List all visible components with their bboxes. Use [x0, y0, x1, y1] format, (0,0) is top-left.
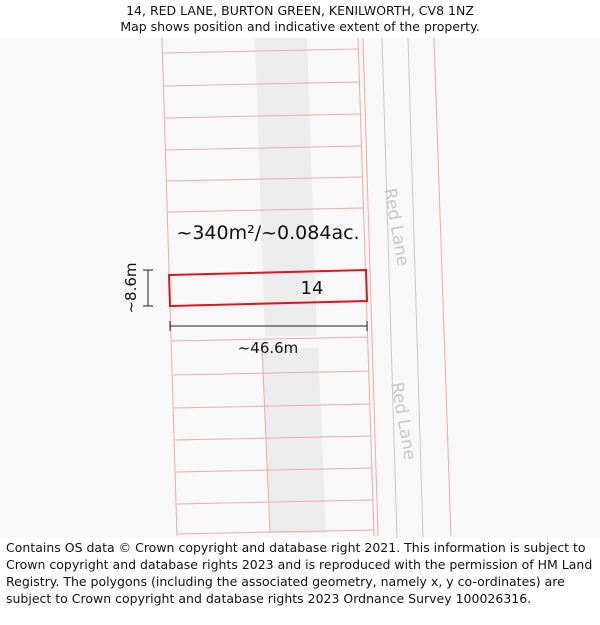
map-view[interactable]: [0, 38, 600, 538]
copyright-notice: Contains OS data © Crown copyright and database right 2021. This information is subject to Crown copyright and database rights 2023 and is reproduced with the permission of HM Land Registry. The polygons (including the associated geometry, namely x, y co-ordinates) are subject to Crown copyright and database rights 2023 Ordnance Survey 100026316.: [6, 540, 593, 606]
area-label: ~340m²/~0.084ac.: [176, 222, 360, 244]
address-title: 14, RED LANE, BURTON GREEN, KENILWORTH, CV8 1NZ: [126, 3, 474, 18]
map-canvas: [0, 38, 600, 538]
height-dimension-marker: [143, 270, 153, 306]
height-dimension-label: ~8.6m: [122, 262, 140, 314]
width-dimension-label: ~46.6m: [237, 339, 299, 357]
map-header: [0, 0, 600, 41]
building-strip-lower: [262, 348, 326, 533]
road-label-lower: Red Lane: [386, 380, 420, 462]
road-edges: [382, 38, 423, 538]
plot-number: 14: [300, 278, 324, 299]
map-subtitle: Map shows position and indicative extent of the property.: [120, 19, 480, 34]
road-label-upper: Red Lane: [379, 186, 413, 268]
